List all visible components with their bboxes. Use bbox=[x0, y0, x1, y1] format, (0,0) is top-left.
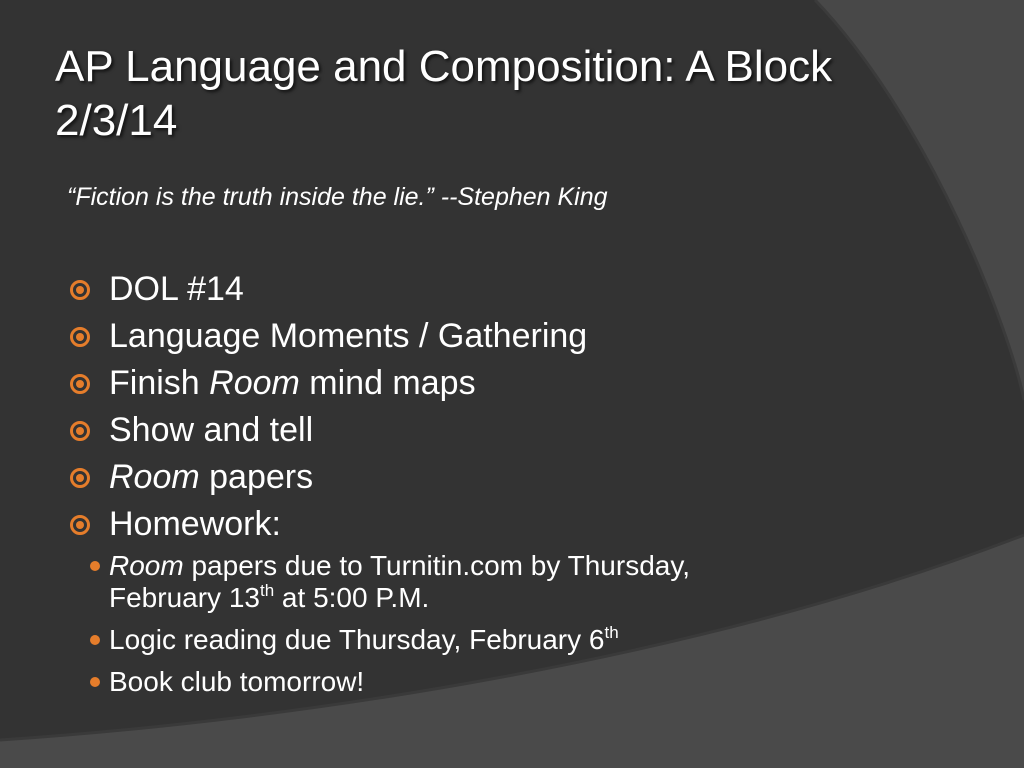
homework-line-1 bbox=[109, 550, 967, 582]
agenda-item-text: Homework: bbox=[109, 505, 281, 543]
homework-text: February 13 bbox=[109, 582, 260, 613]
title-line-1: AP Language and Composition: A Block bbox=[55, 42, 833, 91]
homework-text: at 5:00 P.M. bbox=[274, 582, 430, 613]
agenda-item-text-post: mind maps bbox=[299, 364, 476, 402]
agenda-item-homework bbox=[67, 501, 967, 698]
circle-bullet-icon bbox=[70, 421, 90, 441]
circle-bullet-icon bbox=[70, 515, 90, 535]
agenda-item-language-moments bbox=[67, 313, 967, 360]
homework-text: Book club tomorrow! bbox=[109, 666, 365, 697]
ordinal-suffix: th bbox=[604, 623, 619, 642]
ordinal-suffix: th bbox=[259, 581, 275, 600]
circle-bullet-icon bbox=[70, 374, 90, 394]
circle-bullet-icon bbox=[70, 280, 90, 300]
dot-bullet-icon bbox=[90, 677, 100, 687]
dot-bullet-icon bbox=[90, 561, 100, 571]
dot-bullet-icon bbox=[90, 635, 100, 645]
homework-item-logic-reading bbox=[74, 624, 967, 656]
book-title: Room bbox=[209, 364, 300, 402]
homework-line-2 bbox=[109, 582, 967, 614]
agenda-item-mind-maps bbox=[67, 360, 967, 407]
agenda-item-room-papers bbox=[67, 454, 967, 501]
agenda-list bbox=[67, 266, 967, 708]
agenda-item-text-pre: Finish bbox=[109, 364, 210, 402]
circle-bullet-icon bbox=[70, 327, 90, 347]
agenda-item-text: DOL #14 bbox=[109, 270, 244, 308]
homework-list bbox=[109, 550, 967, 698]
agenda-item-dol bbox=[67, 266, 967, 313]
agenda-item-show-and-tell bbox=[67, 407, 967, 454]
agenda-item-text: Language Moments / Gathering bbox=[109, 317, 588, 355]
epigraph-quote: “Fiction is the truth inside the lie.” --Stephen King bbox=[67, 183, 608, 211]
homework-text: Logic reading due Thursday, February 6 bbox=[109, 624, 605, 655]
book-title: Room bbox=[109, 550, 184, 581]
homework-item-book-club bbox=[74, 666, 967, 698]
title-line-2: 2/3/14 bbox=[55, 96, 178, 145]
agenda-item-text: Show and tell bbox=[109, 411, 314, 449]
slide-title bbox=[55, 40, 955, 148]
homework-text: papers due to Turnitin.com by Thursday, bbox=[183, 550, 691, 581]
homework-item-room-papers bbox=[74, 550, 967, 614]
agenda-item-text-post: papers bbox=[199, 458, 314, 496]
circle-bullet-icon bbox=[70, 468, 90, 488]
book-title: Room bbox=[109, 458, 200, 496]
